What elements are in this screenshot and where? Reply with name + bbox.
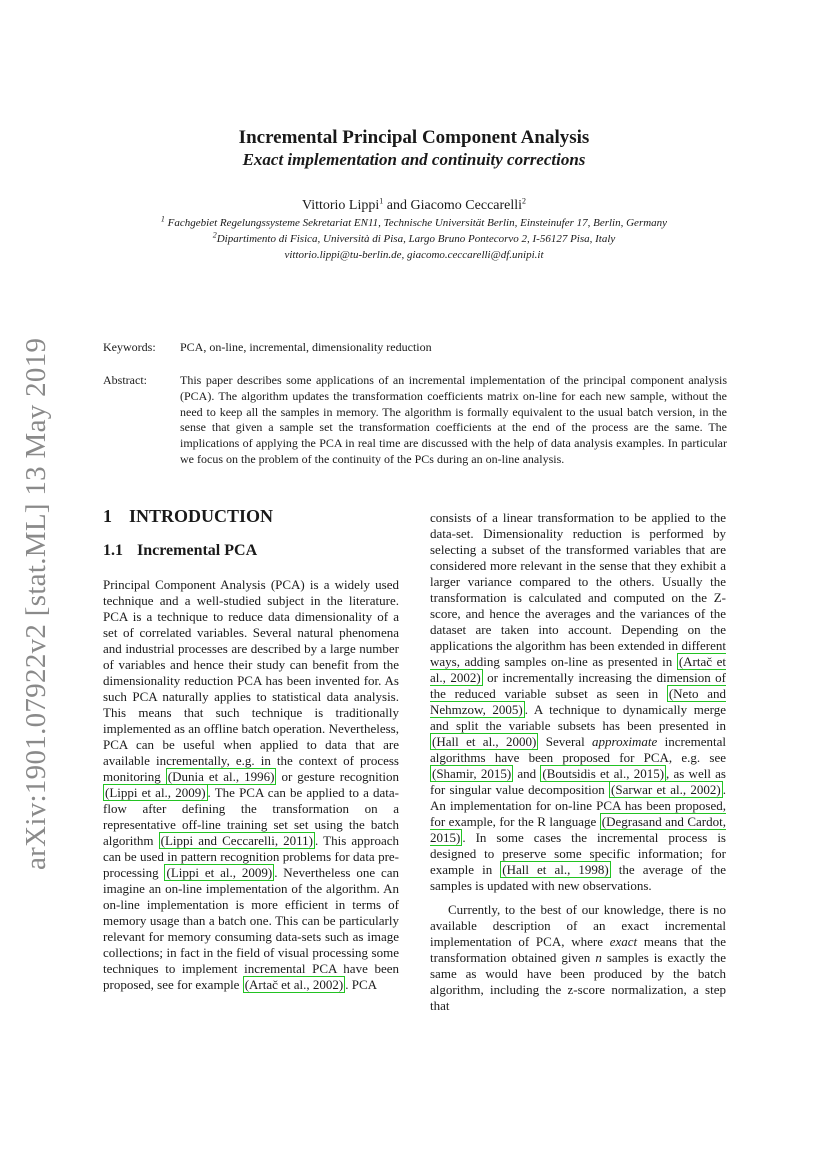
- section-title: INTRODUCTION: [129, 506, 274, 526]
- author-name: Vittorio Lippi: [301, 198, 380, 213]
- left-column: [103, 505, 399, 993]
- citation-link[interactable]: (Degrasand and Cardot, 2015): [430, 814, 726, 845]
- author-line: [100, 197, 728, 215]
- body-text: . PCA: [345, 977, 378, 992]
- affiliation-mark: 2: [212, 230, 217, 240]
- citation-link[interactable]: (Boutsidis et al., 2015): [542, 766, 665, 781]
- citation-link[interactable]: (Artač et al., 2002): [244, 977, 344, 992]
- body-paragraph: [430, 510, 726, 894]
- affiliation-text: Dipartimento di Fisica, Università di Pisa, Largo Bruno Pontecorvo 2, I-56127 Pisa, Italy: [216, 233, 616, 245]
- emphasis-text: exact: [609, 934, 638, 949]
- arxiv-identifier-stamp: arXiv:1901.07922v2 [stat.ML] 13 May 2019: [20, 337, 52, 870]
- body-text: . Nevertheless one can imagine an on-line implementation of the algorithm. An on-line implementation is more efficient in terms of memory usage than a batch one. This can be particularly relevant for memory consuming data-sets such as image collections; in fact in the field of visual processing some techniques to implement incremental PCA have been proposed, see for example: [103, 865, 399, 992]
- emphasis-text: approximate: [592, 734, 658, 749]
- body-paragraph: [430, 902, 726, 1014]
- keywords-block: [103, 340, 727, 356]
- emphasis-text: n: [595, 950, 602, 965]
- body-text: the average of the samples is updated with new observations.: [430, 862, 726, 893]
- paper-subtitle: Exact implementation and continuity corrections: [242, 150, 586, 169]
- citation-link[interactable]: (Lippi et al., 2009): [105, 785, 206, 800]
- body-text: . The PCA can be applied to a data-flow after defining the transformation on a representative off-line training set set using the batch algorithm: [103, 785, 399, 848]
- body-text: . A technique to dynamically merge and split the variable subsets has been presented in: [430, 702, 726, 733]
- author-separator: and: [383, 198, 411, 213]
- author-name: Giacomo Ceccarelli: [410, 198, 523, 213]
- citation-link[interactable]: (Lippi et al., 2009): [166, 865, 273, 880]
- body-text: means that the transformation obtained given: [430, 934, 726, 965]
- body-text: Several: [538, 734, 593, 749]
- body-text: consists of a linear transformation to be applied to the data-set. Dimensionality reduction is performed by selecting a subset of the transformed variables that are considered more relevant in the sense that they exhibit a larger variance compared to the others. Usually the transformation is calculated and computed on the Z-score, and hence the averages and the variances of the dataset are taken into account. Depending on the applications the algorithm has been extended in different ways, adding samples on-line as presented in: [430, 510, 726, 669]
- body-text: Principal Component Analysis (PCA) is a widely used technique and a well-studied subject in the literature. PCA is a technique to reduce data dimensionality of a set of correlated variables. Several natural phenomena and industrial processes are described by a large number of variables and hence their study can benefit from the dimensionality reduction PCA has been invented for. As such PCA naturally applies to statistical data analysis. This means that such technique is traditionally implemented as an offline batch operation. Nevertheless, PCA can be useful when applied to data that are available incrementally, e.g. in the context of process monitoring: [103, 577, 399, 784]
- citation-link[interactable]: (Hall et al., 2000): [432, 734, 537, 749]
- abstract-block: [103, 373, 727, 468]
- section-heading: [103, 505, 399, 527]
- body-text: . An implementation for on-line PCA has been proposed, for example, for the R language: [430, 782, 726, 829]
- body-text: Currently, to the best of our knowledge, there is no available description of an exact incremental implementation of PCA, where: [430, 902, 726, 949]
- abstract-text: This paper describes some applications of an incremental implementation of the principal component analysis (PCA). The algorithm updates the transformation coefficients matrix on-line for each new sample, without the need to keep all the samples in memory. The algorithm is formally equivalent to the usual batch version, in the sense that given a sample set the transformation coefficients at the end of the process are the same. The implications of applying the PCA in real time are discussed with the help of data analysis examples. In particular we focus on the problem of the continuity of the PCs during an on-line analysis.: [180, 373, 727, 466]
- body-text: . This approach can be used in pattern recognition problems for data pre-processing: [103, 833, 399, 880]
- citation-link[interactable]: (Artač et al., 2002): [430, 654, 726, 685]
- author-emails: vittorio.lippi@tu-berlin.de, giacomo.ceccarelli@df.unipi.it: [284, 249, 544, 261]
- abstract-label: Abstract:: [103, 373, 147, 387]
- right-column: [430, 510, 726, 1014]
- subsection-heading: [103, 541, 399, 561]
- subsection-number: 1.1: [103, 542, 123, 559]
- affiliation-mark: 2: [522, 196, 527, 206]
- body-text: and: [513, 766, 541, 781]
- affiliation-2: [100, 231, 728, 247]
- affiliation-mark: 1: [379, 196, 384, 206]
- body-text: samples is exactly the same as would have been produced by the batch algorithm, including the z-score normalization, a step that: [430, 950, 726, 1013]
- section-number: 1: [103, 506, 112, 526]
- affiliation-mark: 1: [160, 214, 165, 224]
- affiliation-1: [100, 215, 728, 231]
- citation-link[interactable]: (Sarwar et al., 2002): [611, 782, 721, 797]
- citation-link[interactable]: (Shamir, 2015): [432, 766, 512, 781]
- citation-link[interactable]: (Hall et al., 1998): [502, 862, 609, 877]
- body-text: . In some cases the incremental process is designed to preserve some specific information; for example in: [430, 830, 726, 877]
- citation-link[interactable]: (Neto and Nehmzow, 2005): [430, 686, 726, 717]
- body-text: incremental algorithms have been proposed for PCA, e.g. see: [430, 734, 726, 765]
- affiliation-text: Fachgebiet Regelungssysteme Sekretariat EN11, Technische Universität Berlin, Einsteinufer 17, Berlin, Germany: [164, 217, 668, 229]
- body-text: or incrementally increasing the dimension of the reduced variable subset as seen in: [430, 670, 726, 701]
- paper-title: Incremental Principal Component Analysis: [238, 127, 590, 148]
- subsection-title: Incremental PCA: [137, 542, 258, 559]
- keywords-label: Keywords:: [103, 340, 156, 354]
- citation-link[interactable]: (Dunia et al., 1996): [167, 769, 275, 784]
- citation-link[interactable]: (Lippi and Ceccarelli, 2011): [160, 833, 314, 848]
- body-text: or gesture recognition: [276, 769, 400, 784]
- paper-header: [100, 127, 728, 263]
- body-text: , as well as for singular value decomposition: [430, 766, 726, 797]
- body-paragraph: [103, 577, 399, 993]
- keywords-value: PCA, on-line, incremental, dimensionality reduction: [180, 340, 432, 354]
